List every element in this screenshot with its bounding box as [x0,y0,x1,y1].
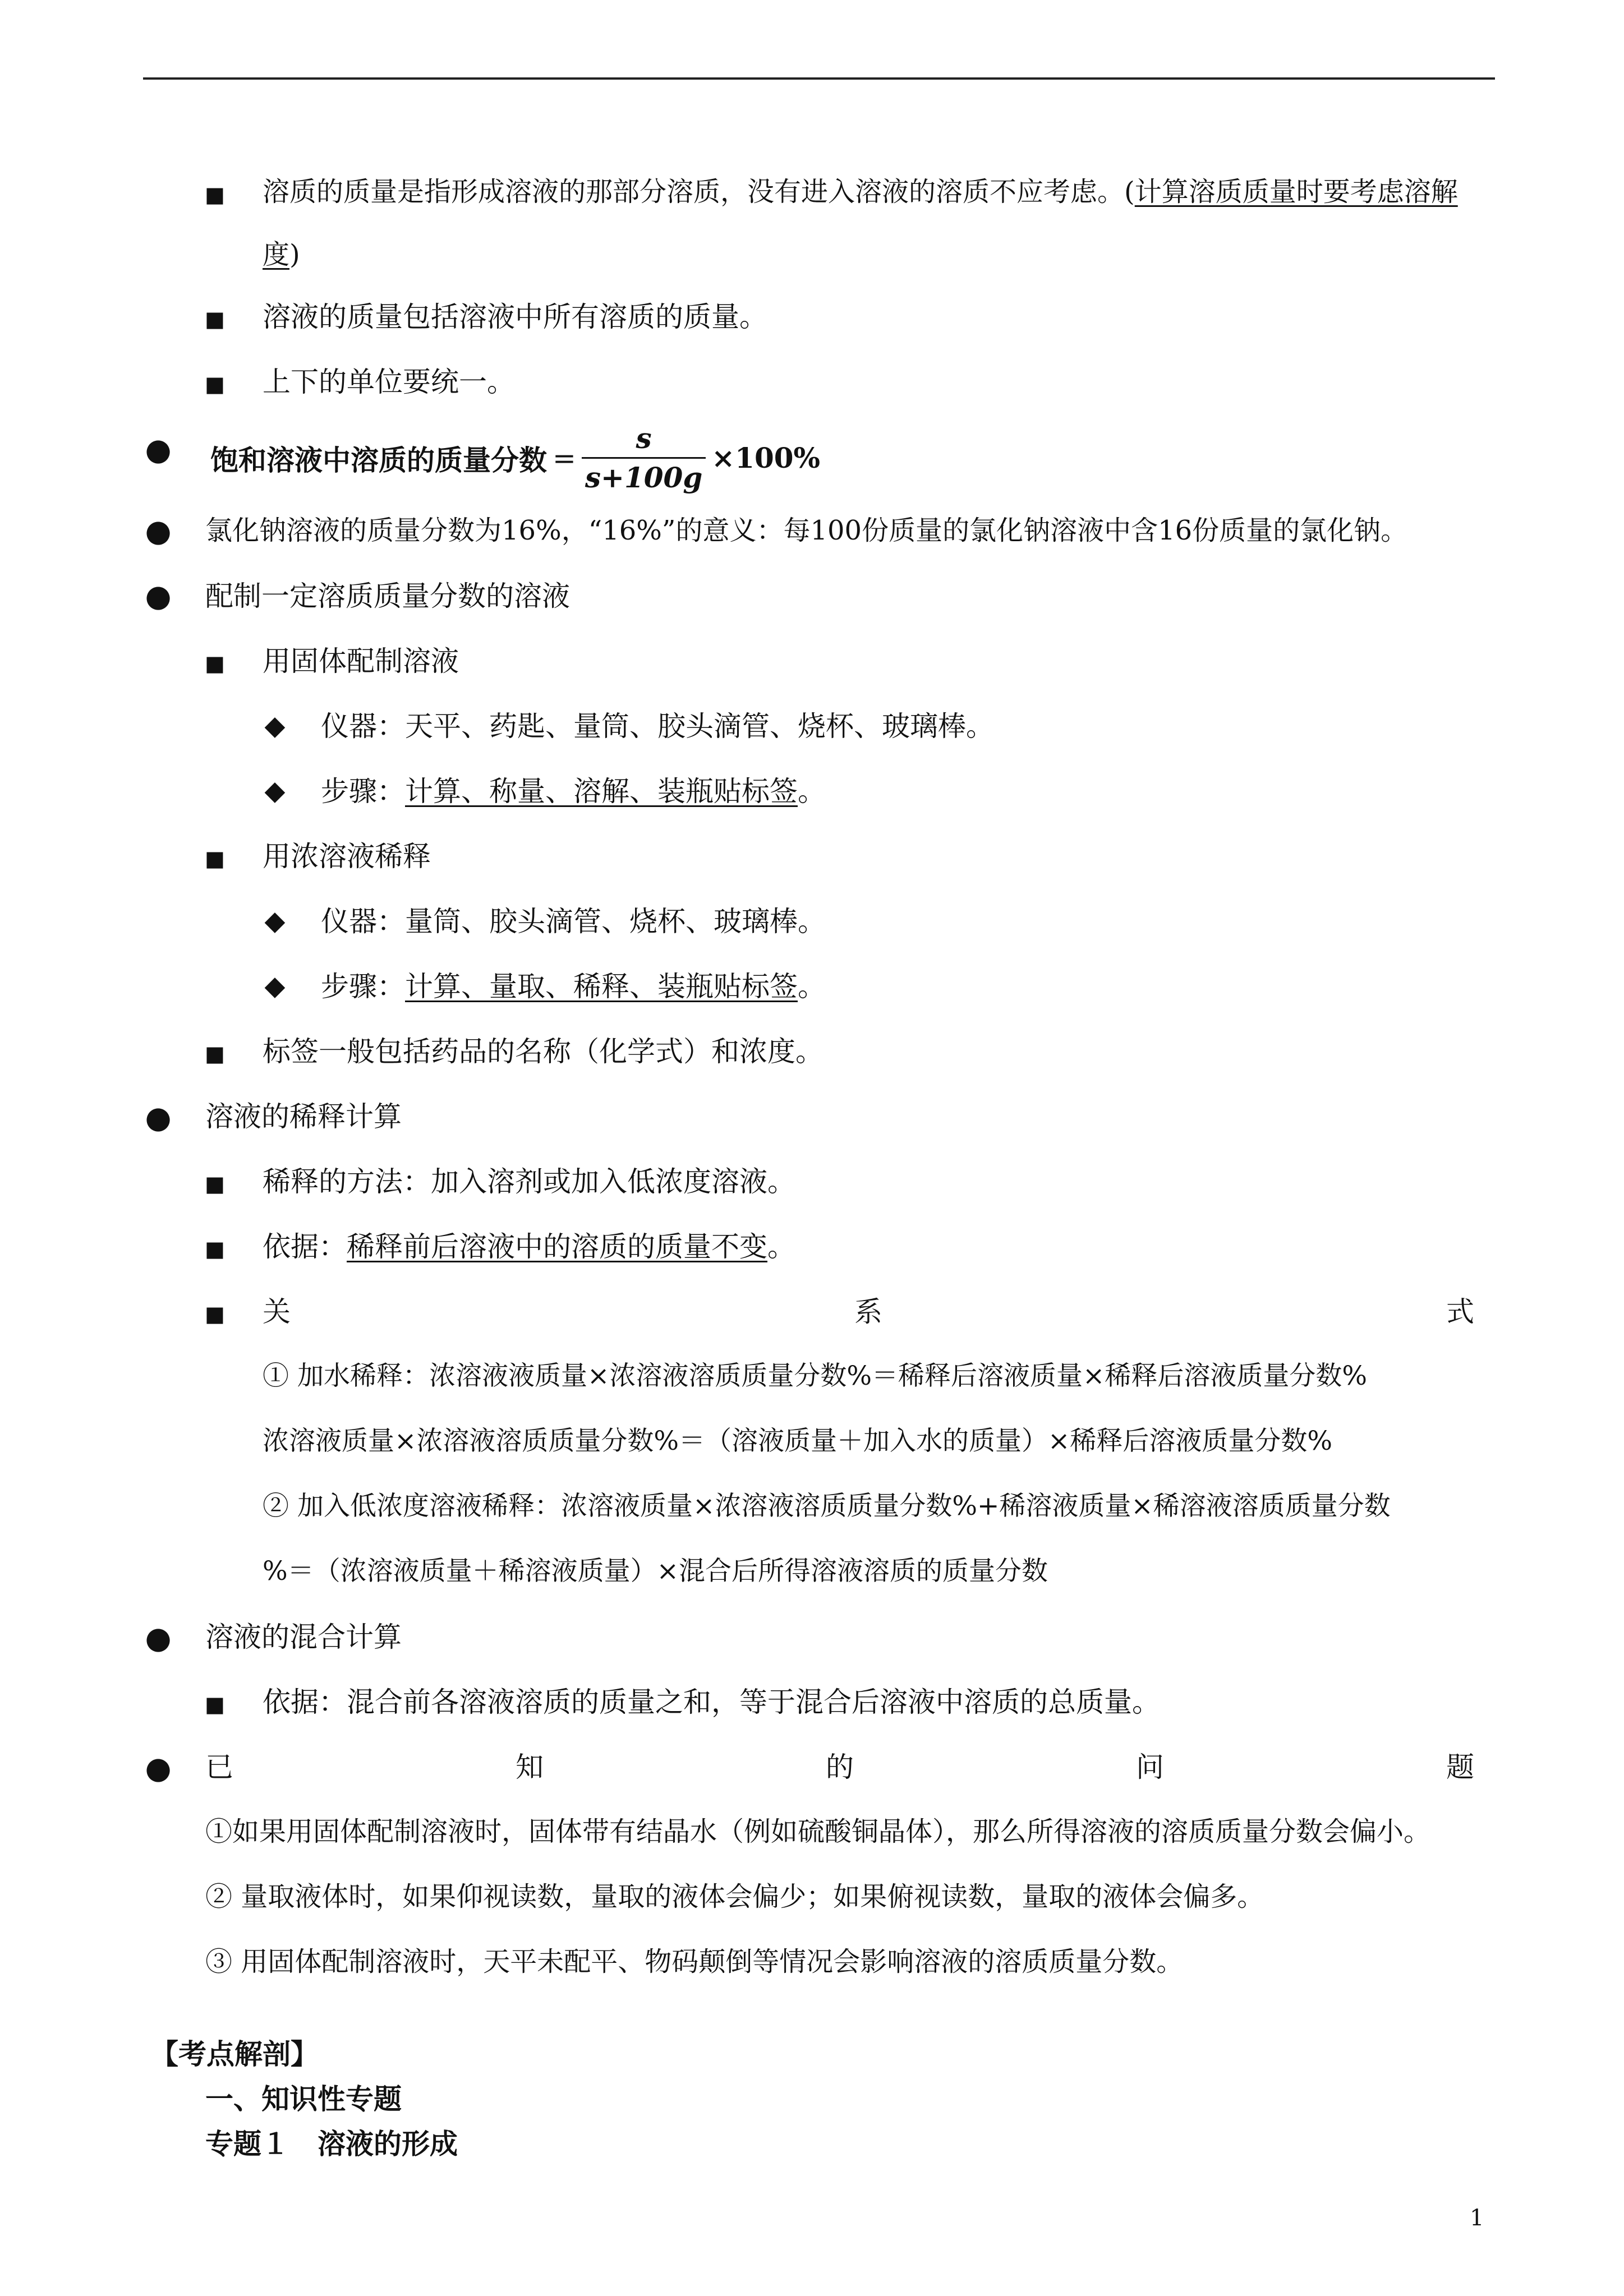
text-line: ①如果用固体配制溶液时，固体带有结晶水（例如硫酸铜晶体），那么所得溶液的溶质质量分数会偏小。 [205,1816,1431,1847]
square-bullet-icon: ■ [205,1237,225,1261]
round-bullet-icon: ● [145,1750,172,1786]
text-line: 氯化钠溶液的质量分数为16%，“16%”的意义：每100份质量的氯化钠溶液中含16份质量的氯化钠。 [205,515,1408,546]
header-rule [143,77,1495,80]
text-line: %＝（浓溶液质量＋稀溶液质量）×混合后所得溶液溶质的质量分数 [263,1556,1048,1587]
square-bullet-icon: ■ [205,1041,225,1066]
square-bullet-icon: ■ [205,1172,225,1196]
round-bullet-icon: ● [145,513,172,548]
text-line: 上下的单位要统一。 [263,366,515,398]
text-line: 步骤：计算、量取、稀释、装瓶贴标签。 [321,970,826,1003]
spread-heading: 已 知 的 问 题 [205,1751,1474,1783]
text-line: ③ 用固体配制溶液时，天平未配平、物码颠倒等情况会影响溶液的溶质质量分数。 [205,1946,1184,1977]
mass-fraction-formula: 饱和溶液中溶质的质量分数 = $\frac{s}{s+100g}$ ×100% [210,422,821,494]
text-line: 依据：混合前各溶液溶质的质量之和，等于混合后溶液中溶质的总质量。 [263,1686,1160,1718]
text-line: 配制一定溶质质量分数的溶液 [205,580,570,612]
text-line: 溶液的稀释计算 [205,1100,402,1133]
round-bullet-icon: ● [145,432,172,467]
text-line: ① 加水稀释：浓溶液液质量×浓溶液溶质质量分数%＝稀释后溶液质量×稀释后溶液质量分数% [263,1361,1368,1391]
diamond-bullet-icon: ◆ [264,970,286,1002]
text-line: 溶液的质量包括溶液中所有溶质的质量。 [263,301,767,333]
text-line: 仪器：天平、药匙、量筒、胶头滴管、烧杯、玻璃棒。 [321,710,994,743]
text-line: ② 量取液体时，如果仰视读数，量取的液体会偏少；如果俯视读数，量取的液体会偏多。 [205,1881,1264,1912]
text-line: 度) [263,239,300,270]
square-bullet-icon: ■ [205,1692,225,1717]
square-bullet-icon: ■ [205,651,225,676]
square-bullet-icon: ■ [205,1302,225,1326]
square-bullet-icon: ■ [205,846,225,871]
diamond-bullet-icon: ◆ [264,775,286,806]
topic-heading: 专题１ 溶液的形成 [205,2127,458,2160]
square-bullet-icon: ■ [205,307,225,331]
subsection-heading: 一、知识性专题 [205,2082,402,2115]
square-bullet-icon: ■ [205,372,225,397]
round-bullet-icon: ● [145,1100,172,1135]
text-line: 步骤：计算、称量、溶解、装瓶贴标签。 [321,775,826,808]
spread-heading: 关 系 式 [263,1295,1474,1328]
text-line: 浓溶液质量×浓溶液溶质质量分数%＝（溶液质量＋加入水的质量）×稀释后溶液质量分数% [263,1426,1333,1456]
diamond-bullet-icon: ◆ [264,905,286,937]
text-line: 用固体配制溶液 [263,645,459,677]
diamond-bullet-icon: ◆ [264,710,286,741]
round-bullet-icon: ● [145,1620,172,1656]
text-line: ② 加入低浓度溶液稀释：浓溶液质量×浓溶液溶质质量分数%+稀溶液质量×稀溶液溶质质量分数 [263,1491,1391,1522]
text-line: 稀释的方法：加入溶剂或加入低浓度溶液。 [263,1165,795,1198]
square-bullet-icon: ■ [205,182,225,207]
formula-fraction: $\frac{s}{s+100g}$ [582,422,706,494]
round-bullet-icon: ● [145,578,172,614]
text-line: 溶质的质量是指形成溶液的那部分溶质，没有进入溶液的溶质不应考虑。(计算溶质质量时要考虑溶解 [263,176,1458,208]
text-line: 依据：稀释前后溶液中的溶质的质量不变。 [263,1230,795,1263]
text-line: 溶液的混合计算 [205,1621,402,1653]
text-line: 用浓溶液稀释 [263,840,431,873]
text-line: 仪器：量筒、胶头滴管、烧杯、玻璃棒。 [321,905,826,938]
section-heading: 【考点解剖】 [150,2037,319,2071]
text-line: 标签一般包括药品的名称（化学式）和浓度。 [263,1035,823,1068]
page-number: 1 [1470,2205,1484,2231]
